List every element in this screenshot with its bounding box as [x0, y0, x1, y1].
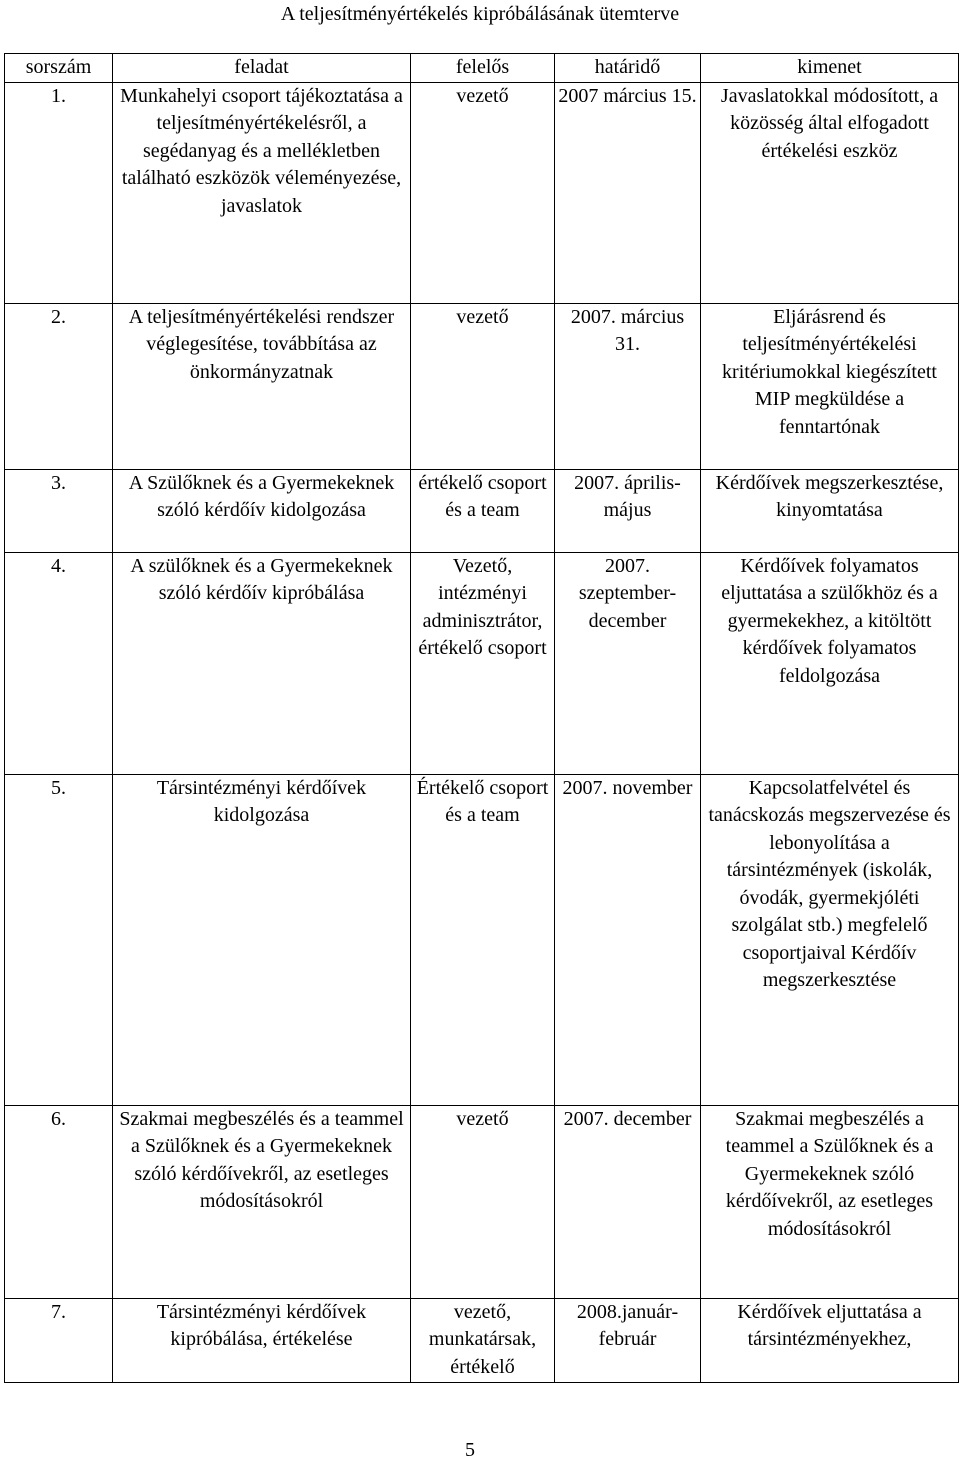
row-deadline: 2007. december [555, 1105, 701, 1298]
row-owner: Értékelő csoport és a team [411, 774, 555, 1105]
row-output: Kapcsolatfelvétel és tanácskozás megszervezése és lebonyolítása a társintézmények (iskolák, óvodák, gyermekjóléti szolgálat stb.) megfelelő csoportjaival Kérdőív megszerkesztése [701, 774, 959, 1105]
table-row [5, 82, 959, 303]
row-task: Társintézményi kérdőívek kidolgozása [113, 774, 411, 1105]
row-owner: vezető, munkatársak, értékelő [411, 1298, 555, 1382]
row-task: Társintézményi kérdőívek kipróbálása, értékelése [113, 1298, 411, 1382]
row-owner: vezető [411, 1105, 555, 1298]
row-task: Szakmai megbeszélés és a teammel a Szülőknek és a Gyermekeknek szóló kérdőívekről, az esetleges módosításokról [113, 1105, 411, 1298]
row-owner: Vezető, intézményi adminisztrátor, értékelő csoport [411, 552, 555, 774]
table-row [5, 1298, 959, 1382]
table-header-row [5, 54, 959, 83]
row-number: 5. [5, 774, 113, 1105]
table-row [5, 1105, 959, 1298]
column-header-deadline: határidő [555, 54, 701, 83]
row-output: Javaslatokkal módosított, a közösség által elfogadott értékelési eszköz [701, 82, 959, 303]
column-header-owner: felelős [411, 54, 555, 83]
row-number: 7. [5, 1298, 113, 1382]
row-output: Kérdőívek eljuttatása a társintézményekhez, [701, 1298, 959, 1382]
column-header-task: feladat [113, 54, 411, 83]
row-deadline: 2007. szeptember-december [555, 552, 701, 774]
row-deadline: 2007. november [555, 774, 701, 1105]
table-row [5, 774, 959, 1105]
row-number: 1. [5, 82, 113, 303]
row-number: 3. [5, 469, 113, 552]
row-deadline: 2008.január-február [555, 1298, 701, 1382]
row-owner: vezető [411, 82, 555, 303]
row-owner: vezető [411, 303, 555, 469]
row-number: 2. [5, 303, 113, 469]
row-task: A Szülőknek és a Gyermekeknek szóló kérdőív kidolgozása [113, 469, 411, 552]
row-output: Szakmai megbeszélés a teammel a Szülőknek és a Gyermekeknek szóló kérdőívekről, az esetleges módosításokról [701, 1105, 959, 1298]
row-task: A teljesítményértékelési rendszer véglegesítése, továbbítása az önkormányzatnak [113, 303, 411, 469]
column-header-no: sorszám [5, 54, 113, 83]
row-output: Eljárásrend és teljesítményértékelési kritériumokkal kiegészített MIP megküldése a fenntartónak [701, 303, 959, 469]
schedule-table [4, 53, 959, 1383]
row-number: 4. [5, 552, 113, 774]
row-deadline: 2007. április-május [555, 469, 701, 552]
table-row [5, 303, 959, 469]
row-task: A szülőknek és a Gyermekeknek szóló kérdőív kipróbálása [113, 552, 411, 774]
row-output: Kérdőívek megszerkesztése, kinyomtatása [701, 469, 959, 552]
page-title: A teljesítményértékelés kipróbálásának ütemterve [280, 3, 680, 25]
row-number: 6. [5, 1105, 113, 1298]
row-owner: értékelő csoport és a team [411, 469, 555, 552]
row-task: Munkahelyi csoport tájékoztatása a teljesítményértékelésről, a segédanyag és a mellékletben található eszközök véleményezése, javaslatok [113, 82, 411, 303]
row-deadline: 2007 március 15. [555, 82, 701, 303]
row-deadline: 2007. március 31. [555, 303, 701, 469]
page-number: 5 [465, 1439, 475, 1461]
column-header-output: kimenet [701, 54, 959, 83]
table-row [5, 469, 959, 552]
row-output: Kérdőívek folyamatos eljuttatása a szülőkhöz és a gyermekekhez, a kitöltött kérdőívek folyamatos feldolgozása [701, 552, 959, 774]
table-row [5, 552, 959, 774]
